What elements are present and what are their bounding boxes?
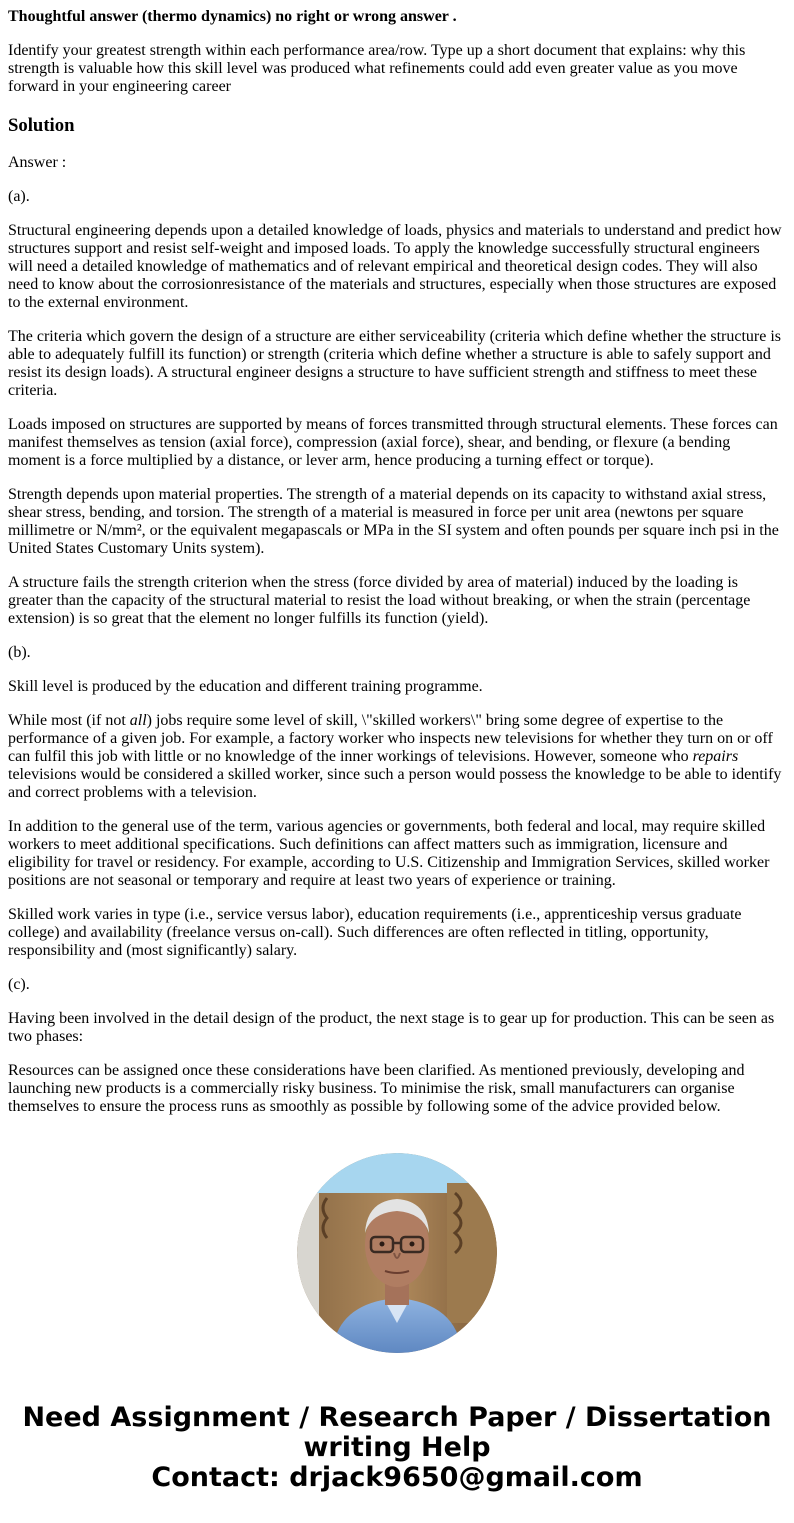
answer-label: Answer : [8, 154, 67, 171]
part-b-label: (b). [8, 644, 31, 661]
part-c-paragraph: Resources can be assigned once these considerations have been clarified. As mentioned previously, developing and launching new products is a commercially risky business. To minimise the risk, small manufacturers can organise themselves to ensure the process runs as smoothly as possible by following some of the advice provided below. [8, 1062, 745, 1115]
part-a-paragraph: A structure fails the strength criterion when the stress (force divided by area of material) induced by the loading is greater than the capacity of the structural material to resist the load without breaking, or when the strain (percentage extension) is so great that the element no longer fulfills its function (yield). [8, 574, 751, 627]
part-b-paragraph: In addition to the general use of the term, various agencies or governments, both federal and local, may require skilled workers to meet additional specifications. Such definitions can affect matters such as immigration, licensure and eligibility for travel or residency. For example, according to U.S. Citizenship and Immigration Services, skilled worker positions are not seasonal or temporary and require at least two years of experience or training. [8, 818, 770, 889]
part-b-paragraph: Skilled work varies in type (i.e., service versus labor), education requirements (i.e., apprenticeship versus graduate college) and availability (freelance versus on-call). Such differences are often reflected in titling, opportunity, responsibility and (most significantly) salary. [8, 906, 742, 959]
text-run: televisions would be considered a skilled worker, since such a person would possess the knowledge to be able to identify and correct problems with a television. [8, 766, 782, 801]
question-title: Thoughtful answer (thermo dynamics) no right or wrong answer . [8, 8, 457, 25]
solution-heading: Solution [8, 115, 75, 136]
author-avatar [297, 1153, 497, 1353]
promo-contact: Contact: drjack9650@gmail.com [151, 1462, 643, 1493]
part-c-paragraph: Having been involved in the detail design of the product, the next stage is to gear up for production. This can be seen as two phases: [8, 1010, 775, 1045]
promo-line: Need Assignment / Research Paper / Dissertation [22, 1402, 772, 1433]
emphasis-repairs: repairs [692, 748, 739, 765]
part-b-paragraph [8, 712, 786, 802]
promo-line: writing Help [303, 1432, 491, 1463]
part-a-paragraph: The criteria which govern the design of a structure are either serviceability (criteria which define whether the structure is able to adequately fulfill its function) or strength (criteria which define whether a structure is able to safely support and resist its design loads). A structural engineer designs a structure to have sufficient strength and stiffness to meet these criteria. [8, 328, 781, 399]
text-run: While most (if not [8, 712, 130, 729]
part-a-paragraph: Structural engineering depends upon a detailed knowledge of loads, physics and materials to understand and predict how structures support and resist self-weight and imposed loads. To apply the knowledge successfully structural engineers will need a detailed knowledge of mathematics and of relevant empirical and theoretical design codes. They will also need to know about the corrosionresistance of the materials and structures, especially when those structures are exposed to the external environment. [8, 222, 782, 311]
part-b-intro: Skill level is produced by the education and different training programme. [8, 678, 483, 695]
text-run: ) jobs require some level of skill, \"skilled workers\" bring some degree of expertise to the performance of a given job. For example, a factory worker who inspects new televisions for whether they turn on or off can fulfil this job with little or no knowledge of the inner workings of televisions. However, someone who [8, 712, 773, 765]
author-photo [297, 1153, 497, 1353]
question-body: Identify your greatest strength within each performance area/row. Type up a short document that explains: why this strength is valuable how this skill level was produced what refinements could add even greater value as you move forward in your engineering career [8, 42, 746, 95]
part-a-label: (a). [8, 188, 30, 205]
part-a-paragraph: Strength depends upon material properties. The strength of a material depends on its capacity to withstand axial stress, shear stress, bending, and torsion. The strength of a material is measured in force per unit area (newtons per square millimetre or N/mm², or the equivalent megapascals or MPa in the SI system and often pounds per square inch psi in the United States Customary Units system). [8, 486, 779, 557]
emphasis-all: all [129, 712, 147, 729]
part-a-paragraph: Loads imposed on structures are supported by means of forces transmitted through structural elements. These forces can manifest themselves as tension (axial force), compression (axial force), shear, and bending, or flexure (a bending moment is a force multiplied by a distance, or lever arm, hence producing a turning effect or torque). [8, 416, 778, 469]
part-c-label: (c). [8, 976, 30, 993]
promo-banner [0, 1403, 794, 1493]
